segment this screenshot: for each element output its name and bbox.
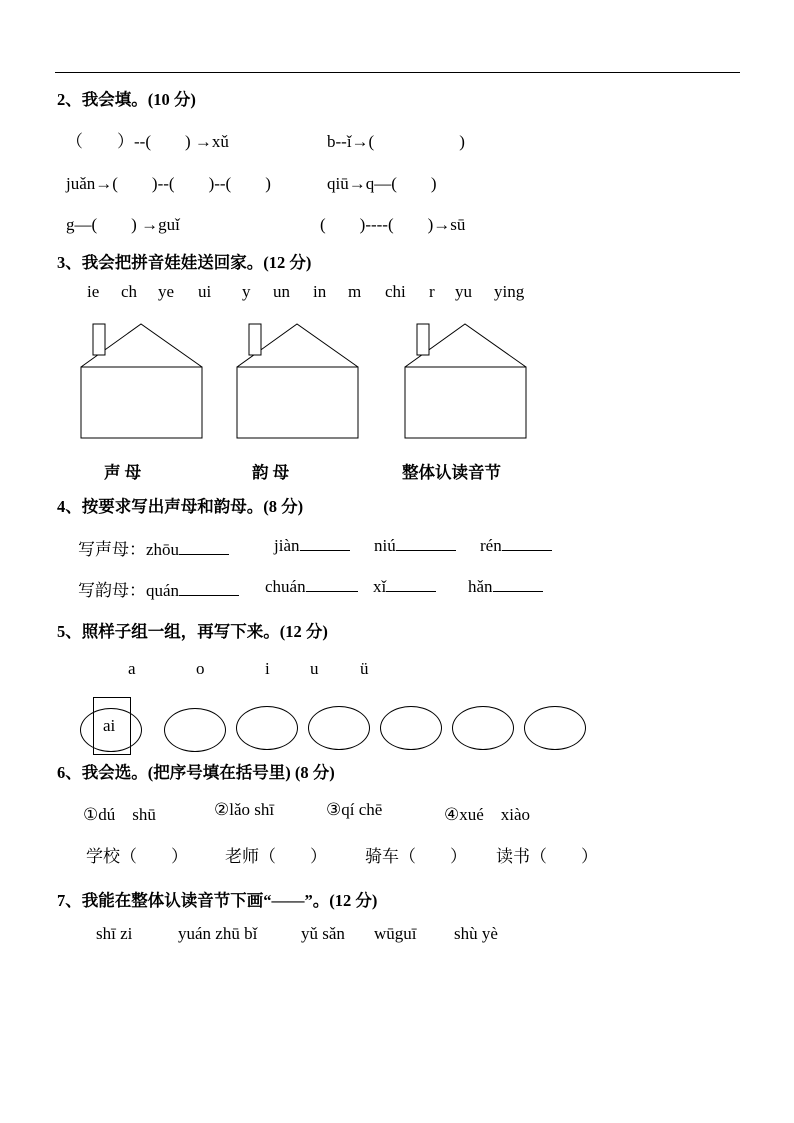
q2-title: 2、我会填。(10 分) (57, 90, 196, 109)
answer-line[interactable] (386, 576, 436, 592)
q6-option: ④xué xiào (444, 805, 531, 824)
q5-title: 5、照样子组一组，再写下来。(12 分) (57, 622, 328, 641)
q6-option: ②lǎo shī (214, 800, 275, 819)
answer-oval[interactable] (380, 706, 442, 750)
q3-syllable: ch (121, 282, 138, 301)
answer-line[interactable] (306, 576, 358, 592)
answer-line[interactable] (502, 535, 552, 551)
q3-syllable: ying (494, 282, 525, 301)
q7-word[interactable]: shù yè (454, 924, 498, 943)
q4-row1 (78, 535, 229, 560)
answer-line[interactable] (493, 576, 543, 592)
q4-row2-label: 写韵母： (78, 581, 146, 600)
q2-row1-left: （ ）--( ) →xǔ (66, 132, 229, 151)
answer-oval[interactable] (308, 706, 370, 750)
q2-row1-right: b--ǐ→( ) (327, 132, 465, 151)
q6-option: ③qí chē (326, 800, 383, 819)
q6-word[interactable]: 读书（ ） (496, 847, 598, 866)
q4-row1-label: 写声母： (78, 540, 146, 559)
house-whole-syllables (402, 320, 530, 442)
house-initials (78, 320, 206, 442)
q3-syllable: un (273, 282, 290, 301)
q3-syllable: r (429, 282, 435, 301)
q3-syllable: y (242, 282, 251, 301)
q5-letter: ü (360, 659, 369, 678)
house-label-whole: 整体认读音节 (402, 463, 501, 482)
q2-row2-right: qiū→q—( ) (327, 174, 437, 193)
q4-row1-item3: niú (374, 535, 456, 556)
q5-letter: i (265, 659, 270, 678)
example-text: ai (103, 716, 116, 735)
q4-row1-item2: jiàn (274, 535, 350, 556)
answer-line[interactable] (300, 535, 350, 551)
q3-syllable: in (313, 282, 327, 301)
q6-option: ①dú shū (83, 805, 156, 824)
answer-oval[interactable] (452, 706, 514, 750)
q4-item: zhōu (146, 540, 180, 559)
q4-row2-item3: xǐ (373, 576, 436, 597)
top-rule (55, 72, 740, 73)
q5-letter: o (196, 659, 205, 678)
q4-title: 4、按要求写出声母和韵母。(8 分) (57, 497, 304, 516)
q3-syllable: ui (198, 282, 212, 301)
answer-oval[interactable] (524, 706, 586, 750)
q6-word[interactable]: 老师（ ） (225, 847, 327, 866)
answer-line[interactable] (179, 539, 229, 555)
q7-word[interactable]: shī zi (96, 924, 133, 943)
q6-title: 6、我会选。(把序号填在括号里) (8 分) (57, 763, 335, 782)
answer-line[interactable] (179, 580, 239, 596)
q4-item: quán (146, 581, 180, 600)
q3-syllable: ye (158, 282, 175, 301)
q4-row1-item4: rén (480, 535, 552, 556)
q7-word[interactable]: yuán zhū bǐ (178, 924, 258, 943)
house-label-finals: 韵 母 (252, 463, 290, 482)
q3-title: 3、我会把拼音娃娃送回家。(12 分) (57, 253, 312, 272)
q7-word[interactable]: yǔ sǎn (301, 924, 345, 943)
answer-oval[interactable] (164, 708, 226, 752)
q4-row2-item2: chuán (265, 576, 358, 597)
house-label-initials: 声 母 (104, 463, 142, 482)
q3-syllable: chi (385, 282, 406, 301)
q3-syllable: m (348, 282, 362, 301)
q3-syllable: ie (87, 282, 100, 301)
q7-word[interactable]: wūguī (374, 924, 417, 943)
answer-oval[interactable] (236, 706, 298, 750)
q5-letter: a (128, 659, 136, 678)
q5-letter: u (310, 659, 319, 678)
q7-title: 7、我能在整体认读音节下画“——”。(12 分) (57, 891, 378, 910)
q2-row3-right: ( )----( )→sū (320, 215, 466, 234)
q2-row3-left: g—( ) →guǐ (66, 215, 180, 234)
house-finals (234, 320, 362, 442)
q3-syllable: yu (455, 282, 472, 301)
answer-line[interactable] (396, 535, 456, 551)
q2-row2-left: juǎn→( )--( )--( ) (66, 174, 271, 193)
q6-word[interactable]: 骑车（ ） (365, 847, 467, 866)
q4-row2 (78, 576, 239, 601)
q4-row2-item4: hǎn (468, 576, 543, 597)
q6-word[interactable]: 学校（ ） (86, 847, 188, 866)
